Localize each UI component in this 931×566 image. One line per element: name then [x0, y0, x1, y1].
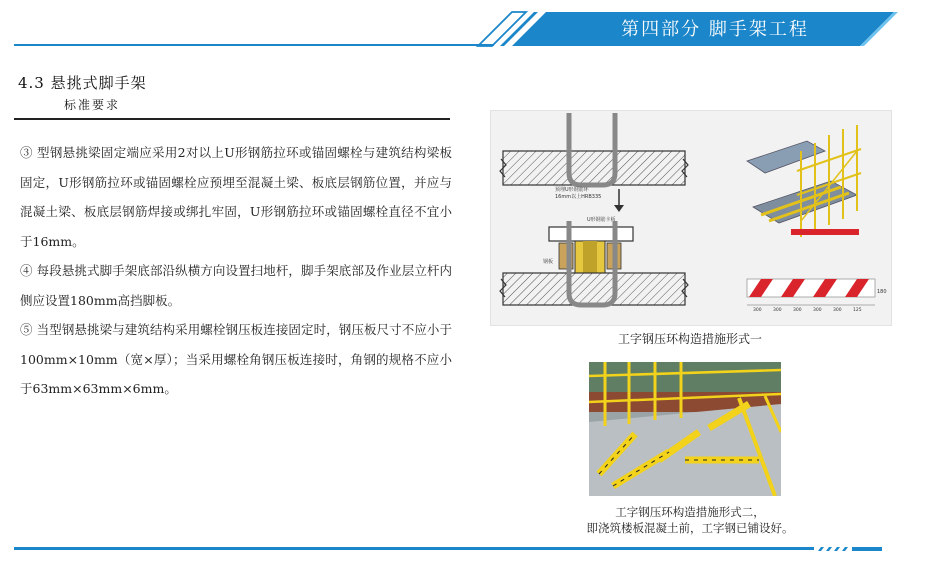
lower-slab	[503, 273, 685, 305]
dim-2: 300	[793, 308, 802, 313]
paragraph-3: ③ 型钢悬挑梁固定端应采用2对以上U形钢筋拉环或锚固螺栓与建筑结构梁板固定，U形钢筋拉环或锚固螺栓应预埋至混凝土梁、板底层钢筋位置，并应与混凝土梁、板底层钢筋焊接或绑扎牢固，U形钢筋拉环或锚固螺栓直径不宜小于16mm。	[20, 145, 452, 249]
upper-slab	[503, 151, 685, 185]
dim-1: 300	[773, 308, 782, 313]
figure-2-caption	[540, 504, 840, 536]
body-text	[20, 138, 452, 404]
section-subtitle: 标准要求	[64, 98, 121, 112]
anchor-note-1: 预埋U形钢筋环	[555, 187, 589, 193]
plate-note: U形钢筋卡板	[587, 217, 616, 223]
header-title: 第四部分 脚手架工程	[621, 19, 809, 40]
section-title: 4.3 悬挑式脚手架	[18, 74, 147, 92]
figure-1-drawing	[491, 111, 891, 325]
figure-2-illustration	[589, 362, 781, 496]
section-rule	[14, 118, 450, 120]
steel-plate	[549, 227, 633, 241]
anchor-note-2: 16mm以上HRB335	[555, 194, 602, 200]
scaffold-illustration	[747, 125, 861, 237]
figure-2-caption-line-1: 工字钢压环构造措施形式二，	[615, 505, 765, 519]
footer-dashes	[818, 546, 888, 552]
paragraph-4: ④ 每段悬挑式脚手架底部沿纵横方向设置扫地杆，脚手架底部及作业层立杆内侧应设置180mm高挡脚板。	[20, 263, 452, 308]
dim-0: 300	[753, 308, 762, 313]
dim-5: 125	[853, 308, 862, 313]
footer-rule	[14, 547, 814, 550]
down-arrow-icon	[614, 205, 624, 212]
figure-1-caption: 工字钢压环构造措施形式一	[617, 332, 762, 346]
paragraph-5: ⑤ 当型钢悬挑梁与建筑结构采用螺栓钢压板连接固定时，钢压板尺寸不应小于100mm×10mm（宽×厚）；当采用螺栓角钢压板连接时，角钢的规格不应小于63mm×63mm×6mm。	[20, 322, 452, 396]
dim-note: 180	[877, 289, 887, 295]
header-rule	[14, 44, 494, 46]
figure-2-photo	[589, 362, 781, 496]
side-note: 钢板	[543, 259, 554, 265]
figure-1-detail	[490, 110, 892, 326]
dim-3: 300	[813, 308, 822, 313]
toe-board-sample	[747, 279, 887, 313]
figure-2-caption-line-2: 即浇筑楼板混凝土前，工字钢已铺设好。	[586, 521, 794, 535]
dim-4: 300	[833, 308, 842, 313]
